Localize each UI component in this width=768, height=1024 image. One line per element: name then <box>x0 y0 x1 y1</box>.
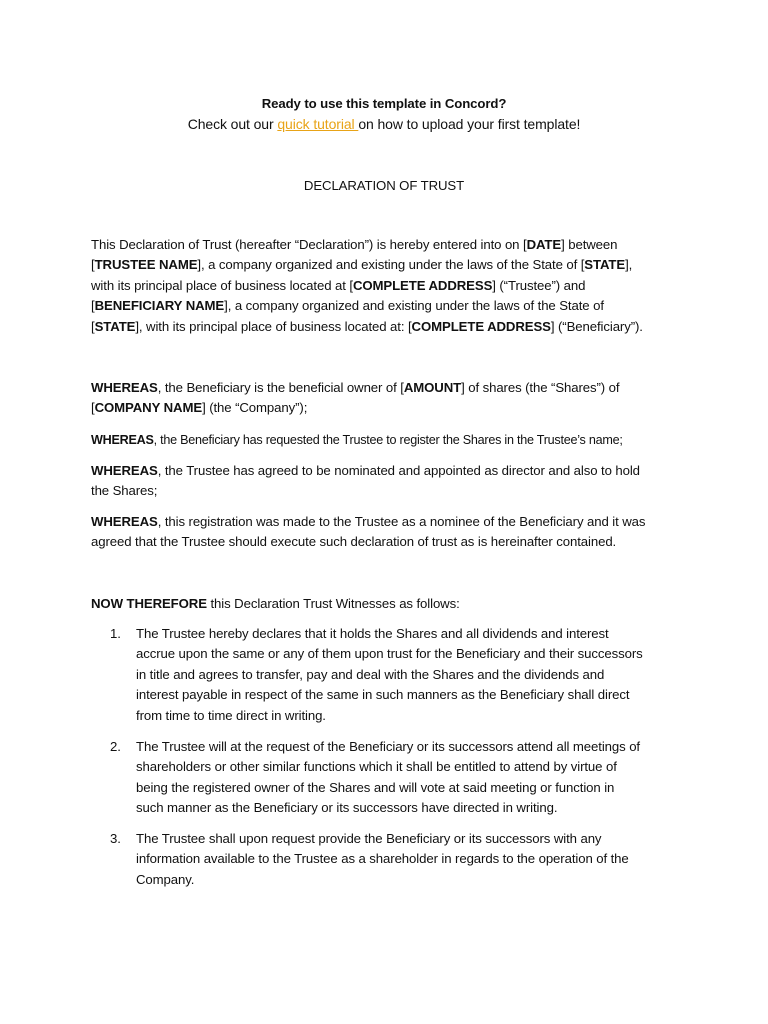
list-item-line: being the registered owner of the Shares and will vote at said meeting or function in <box>136 779 615 795</box>
intro-line <box>91 276 691 296</box>
text: this Declaration Trust Witnesses as follows: <box>206 596 460 611</box>
document-title: DECLARATION OF TRUST <box>303 178 465 193</box>
placeholder-company-name: COMPANY NAME <box>94 400 203 416</box>
whereas-clause-3 <box>91 461 691 502</box>
intro-line <box>91 317 691 337</box>
clause-line: the Shares; <box>91 483 158 499</box>
text: ] (“Beneficiary”). <box>550 318 643 334</box>
list-item-line: in title and agrees to transfer, pay and deal with the Shares and the dividends and <box>136 666 605 682</box>
whereas-keyword: WHEREAS <box>91 380 158 395</box>
list-item-line: accrue upon the same or any of them upon trust for the Beneficiary and their successors <box>136 646 643 662</box>
intro-line <box>91 235 691 255</box>
text: ], with its principal place of business located at: [ <box>135 318 412 334</box>
text: [ <box>91 257 95 273</box>
list-item-number: 1. <box>110 626 121 641</box>
text: , the Beneficiary is the beneficial owner of [ <box>157 380 404 395</box>
promo-title: Ready to use this template in Concord? <box>261 96 507 111</box>
list-item-line: The Trustee hereby declares that it holds the Shares and all dividends and interest <box>136 626 609 641</box>
clause-line <box>91 461 691 481</box>
list-item-line: shareholders or other similar functions which it shall be entitled to attend by virtue of <box>136 759 617 775</box>
text: ], a company organized and existing under the laws of the State of <box>224 298 604 314</box>
placeholder-state: STATE <box>584 257 626 273</box>
list-item-number: 2. <box>110 739 121 754</box>
now-therefore-line <box>91 594 691 614</box>
text: , the Beneficiary has requested the Trustee to register the Shares in the Trustee’s name; <box>153 433 623 447</box>
intro-line <box>91 255 691 275</box>
placeholder-amount: AMOUNT <box>403 380 462 395</box>
placeholder-date: DATE <box>526 237 562 252</box>
list-item-line: The Trustee shall upon request provide the Beneficiary or its successors with any <box>136 831 602 846</box>
list-item-line: from time to time direct in writing. <box>136 707 326 723</box>
placeholder-complete-address: COMPLETE ADDRESS <box>352 277 493 293</box>
text: ], a company organized and existing under the laws of the State of [ <box>197 257 585 273</box>
placeholder-complete-address: COMPLETE ADDRESS <box>411 318 551 334</box>
placeholder-trustee-name: TRUSTEE NAME <box>94 257 198 273</box>
promo-text-after: on how to upload your first template! <box>358 116 581 132</box>
whereas-keyword: WHEREAS <box>91 514 158 529</box>
whereas-clause-4 <box>91 512 691 553</box>
text: [ <box>91 400 95 416</box>
intro-paragraph <box>91 235 691 337</box>
text: ] (“Trustee”) and <box>492 277 586 293</box>
text: ] (the “Company”); <box>202 400 308 416</box>
list-item-body <box>136 829 629 890</box>
text: with its principal place of business located at [ <box>91 277 353 293</box>
promo-banner <box>0 94 768 134</box>
text: , the Trustee has agreed to be nominated and appointed as director and also to hold <box>157 463 640 478</box>
list-item-line: The Trustee will at the request of the Beneficiary or its successors attend all meetings of <box>136 739 640 754</box>
list-item-line: such manner as the Beneficiary or its successors have directed in writing. <box>136 800 558 816</box>
list-item-line: information available to the Trustee as a shareholder in regards to the operation of the <box>136 851 629 867</box>
clause-line: agreed that the Trustee should execute such declaration of trust as is hereinafter contained. <box>91 534 617 550</box>
promo-line <box>0 114 768 134</box>
clause-line <box>91 512 691 532</box>
clause-line <box>91 398 691 418</box>
placeholder-beneficiary-name: BENEFICIARY NAME <box>94 298 225 314</box>
intro-line <box>91 296 691 316</box>
clause-line <box>91 430 691 450</box>
quick-tutorial-link[interactable]: quick tutorial <box>277 116 359 132</box>
text: [ <box>91 318 95 334</box>
text: ], <box>625 257 633 273</box>
list-item-number: 3. <box>110 831 121 846</box>
clause-line <box>91 594 691 614</box>
list-item-body <box>136 624 643 726</box>
now-therefore-keyword: NOW THEREFORE <box>91 596 207 611</box>
clause-line <box>91 378 691 398</box>
whereas-clause-1 <box>91 378 691 419</box>
list-item-body <box>136 737 640 819</box>
promo-text-before: Check out our <box>187 116 278 132</box>
text: ] between <box>561 237 618 252</box>
whereas-keyword: WHEREAS <box>91 433 154 447</box>
whereas-clause-2 <box>91 430 691 450</box>
text: [ <box>91 298 95 314</box>
whereas-keyword: WHEREAS <box>91 463 158 478</box>
list-item-line: Company. <box>136 871 195 887</box>
placeholder-state: STATE <box>94 318 136 334</box>
text: This Declaration of Trust (hereafter “Declaration”) is hereby entered into on [ <box>91 237 527 252</box>
text: , this registration was made to the Trustee as a nominee of the Beneficiary and it was <box>157 514 646 529</box>
text: ] of shares (the “Shares”) of <box>461 380 620 395</box>
list-item-line: interest payable in respect of the same in such manners as the Beneficiary shall direct <box>136 687 630 703</box>
